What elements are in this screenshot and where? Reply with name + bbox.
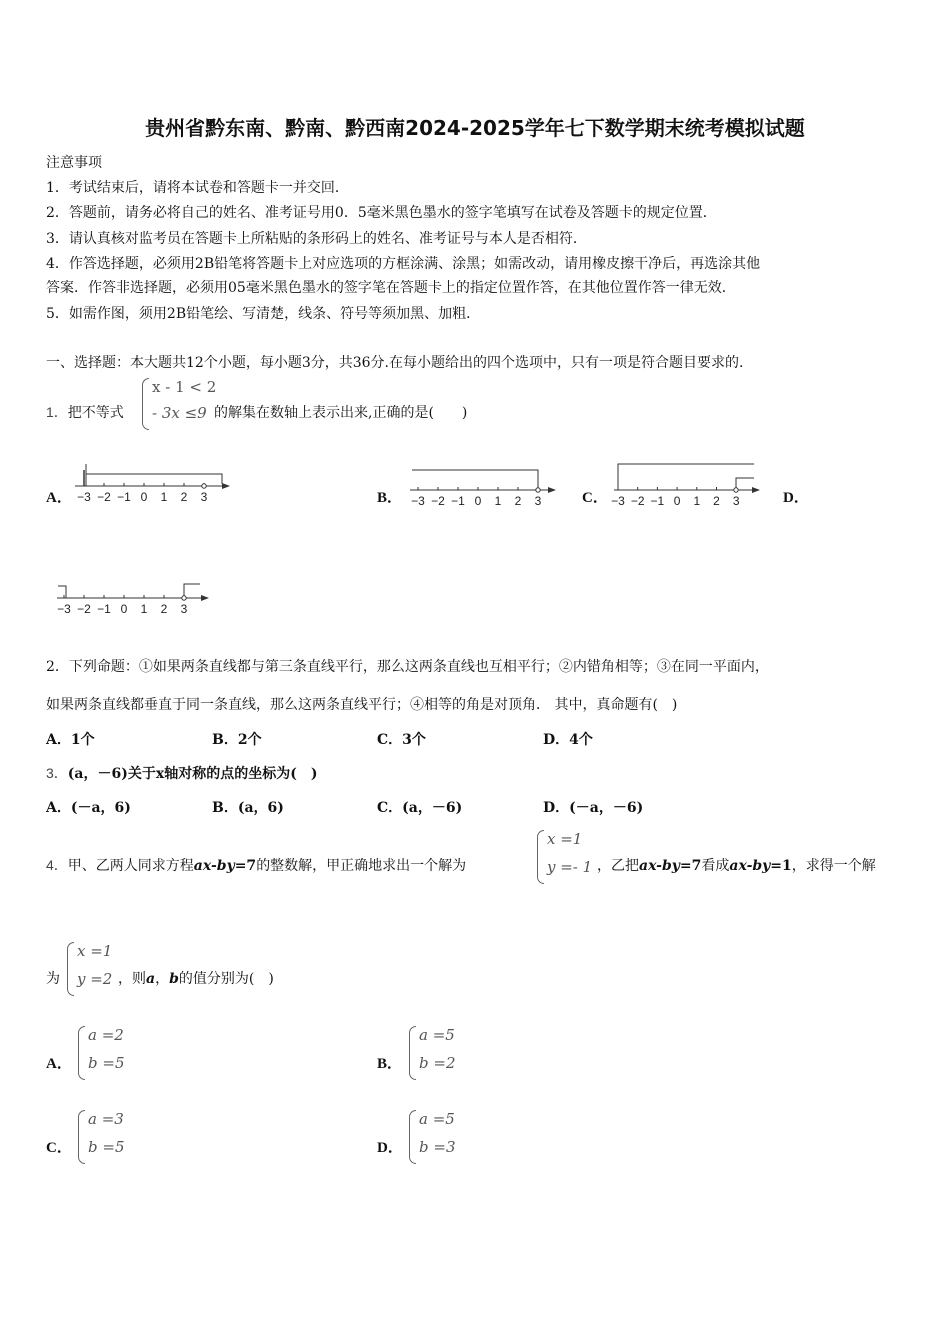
brace [409,1110,416,1164]
question-text: 甲、乙两人同求方程 [67,858,194,874]
tick-label: 1 [494,494,502,508]
equation-rhs: =7 [234,858,257,874]
tick-label: −1 [117,490,131,504]
tick-label: 1 [693,494,701,508]
option-b-system[interactable] [409,1026,464,1078]
equation-line: b =3 [419,1138,456,1156]
brace [67,942,74,996]
equation-line: a =5 [419,1110,455,1128]
inequality-system [142,378,222,428]
option-d-label[interactable]: D． [783,490,809,506]
tick-label: −2 [630,494,645,508]
note-item: 4．作答选择题，必须用2B铅笔将答题卡上对应选项的方框涂满、涂黑；如需改动，请用橡皮擦干净后，再选涂其他 [46,256,761,272]
tick-label: 2 [514,494,522,508]
tick-label: 0 [120,602,128,616]
question-4-part-1 [46,855,466,875]
tick-label: 0 [673,494,681,508]
question-number: 1． [46,404,68,420]
tick-label: −1 [650,494,665,508]
question-1 [46,402,124,422]
tick-label: 2 [180,490,188,504]
number-line-b [402,462,562,518]
solution-system-2 [67,942,119,994]
question-text: 的解集在数轴上表示出来,正确的是( ) [214,405,468,421]
equation: ax-by [193,858,235,874]
tick-label: −3 [411,494,425,508]
question-number: 3． [46,765,68,781]
equation-line: x =1 [77,942,113,960]
tick-label: 2 [160,602,168,616]
brace [409,1026,416,1080]
question-text: (a，－6)关于x轴对称的点的坐标为( ) [67,766,318,782]
tick-label: −2 [97,490,111,504]
note-item: 1．考试结束后，请将本试卷和答题卡一并交回． [46,180,349,196]
notes-heading: 注意事项 [46,155,102,171]
option-c-system[interactable] [78,1110,133,1162]
page-title: 贵州省黔东南、黔南、黔西南2024-2025学年七下数学期末统考模拟试题 [145,116,805,140]
brace [142,378,149,430]
number-line-c [606,458,766,516]
brace [78,1110,85,1164]
question-2-line-2: 如果两条直线都垂直于同一条直线，那么这两条直线平行；④相等的角是对顶角． 其中，真命题有( ) [46,697,678,713]
question-4-line-2a: 为 [46,971,60,987]
equation-line: y =- 1 [547,858,593,876]
note-item: 2．答题前，请务必将自己的姓名、准考证号用0．5毫米黑色墨水的签字笔填写在试卷及答题卡的规定位置． [46,205,717,221]
number-line-d [52,580,217,630]
brace [78,1026,85,1080]
tick-label: 3 [732,494,740,508]
tick-label: −3 [57,602,71,616]
option-a-label[interactable]: A． [46,490,72,506]
option-c[interactable]: C．(a，－6) [377,800,463,816]
tick-label: 0 [140,490,148,504]
variable-a: a [146,971,156,987]
section-heading: 一、选择题：本大题共12个小题，每小题3分，共36分.在每小题给出的四个选项中，只有一项是符合题目要求的. [46,355,744,371]
option-a[interactable]: A．1个 [46,732,95,748]
note-item: 答案．作答非选择题，必须用05毫米黑色墨水的签字笔在答题卡上的指定位置作答，在其他位置作答一律无效． [46,280,736,296]
equation: ax-by [729,858,771,874]
tick-label: 3 [534,494,542,508]
note-item: 5．如需作图，须用2B铅笔绘、写清楚，线条、符号等须加黑、加粗． [46,306,481,322]
tick-label: 3 [200,490,208,504]
number-line-a [70,458,235,516]
option-d-system[interactable] [409,1110,464,1162]
option-b-label[interactable]: B． [377,490,403,506]
equation-line: b =5 [88,1138,125,1156]
option-a[interactable]: A．(－a，6) [46,800,131,816]
question-4-line-2b [118,968,274,988]
option-c[interactable]: C．3个 [377,732,426,748]
inequality-2: - 3x ≤9 [152,404,207,422]
question-text: ，则 [118,971,146,987]
equation-line: a =5 [419,1026,455,1044]
option-d[interactable]: D．(－a，－6) [543,800,644,816]
equation-rhs: =7 [679,858,702,874]
tick-label: −3 [77,490,91,504]
question-text: ，求得一个解 [791,858,876,874]
tick-label: −1 [97,602,111,616]
question-text: 看成 [701,858,730,874]
equation-line: b =5 [88,1054,125,1072]
question-text: 把不等式 [67,405,124,421]
question-2-line-1: 2．下列命题：①如果两条直线都与第三条直线平行，那么这两条直线也互相平行；②内错角相等；③在同一平面内， [46,659,769,675]
tick-label: −3 [611,494,625,508]
option-d-label[interactable]: D． [377,1140,403,1156]
option-b[interactable]: B．2个 [212,732,262,748]
tick-label: 1 [140,602,148,616]
tick-label: 3 [180,602,188,616]
variable-b: b [169,971,179,987]
equation-line: y =2 [77,970,113,988]
question-4-part-2 [597,855,876,875]
equation: ax-by [639,858,680,874]
solution-system-1 [537,830,599,882]
option-a-label[interactable]: A． [46,1056,72,1072]
separator: ， [155,971,170,987]
tick-label: 0 [474,494,482,508]
option-d[interactable]: D．4个 [543,732,593,748]
option-c-label[interactable]: C． [582,490,608,506]
question-text: ，乙把 [597,858,639,874]
note-item: 3．请认真核对监考员在答题卡上所粘贴的条形码上的姓名、准考证号与本人是否相符． [46,231,587,247]
option-b[interactable]: B．(a，6) [212,800,284,816]
tick-label: −1 [451,494,465,508]
brace [537,830,544,884]
equation-line: x =1 [547,830,583,848]
tick-label: −2 [77,602,91,616]
question-number: 4． [46,857,68,873]
inequality-1: x - 1 < 2 [152,378,217,396]
equation-line: a =2 [88,1026,124,1044]
equation-line: a =3 [88,1110,124,1128]
question-text: 的整数解，甲正确地求出一个解为 [256,858,467,874]
equation-rhs: =1 [770,858,792,874]
equation-line: b =2 [419,1054,456,1072]
tick-label: 2 [713,494,720,508]
option-c-label[interactable]: C． [46,1140,72,1156]
option-b-label[interactable]: B． [377,1056,403,1072]
question-3 [46,763,317,783]
question-text: 的值分别为( ) [178,971,274,987]
option-a-system[interactable] [78,1026,133,1078]
tick-label: 1 [160,490,168,504]
tick-label: −2 [431,494,445,508]
